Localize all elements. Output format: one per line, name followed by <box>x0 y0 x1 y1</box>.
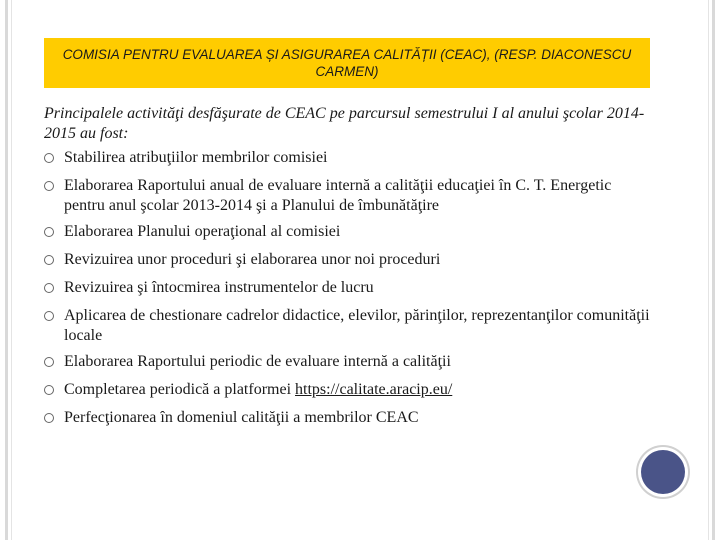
bullet-icon <box>44 181 54 191</box>
list-item-text: Stabilirea atribuţiilor membrilor comisiei <box>64 149 328 166</box>
list-item <box>44 380 654 400</box>
list-item <box>44 306 654 346</box>
list-item-text: Elaborarea Raportului periodic de evaluare internă a calităţii <box>64 353 451 370</box>
list-item-text: Revizuirea şi întocmirea instrumentelor de lucru <box>64 279 374 296</box>
list-item <box>44 222 654 242</box>
slide-body <box>44 104 654 436</box>
list-item <box>44 176 654 216</box>
bullet-icon <box>44 153 54 163</box>
bullet-icon <box>44 357 54 367</box>
bullet-icon <box>44 311 54 321</box>
list-item <box>44 408 654 428</box>
bullet-icon <box>44 283 54 293</box>
activities-list <box>44 148 654 428</box>
list-item-text: Elaborarea Raportului anual de evaluare internă a calităţii educaţiei în C. T. Energetic pentru anul şcolar 2013-2014 şi a Planului de îmbunătăţire <box>64 177 612 214</box>
list-item-text: Elaborarea Planului operaţional al comisiei <box>64 223 341 240</box>
left-frame-line <box>5 0 8 540</box>
right-frame-line <box>712 0 715 540</box>
platform-link[interactable]: https://calitate.aracip.eu/ <box>295 381 453 398</box>
slide-title: COMISIA PENTRU EVALUAREA ȘI ASIGURAREA CALITĂȚII (CEAC), (RESP. DIACONESCU CARMEN) <box>62 47 632 79</box>
list-item <box>44 250 654 270</box>
list-item <box>44 278 654 298</box>
right-frame-line-inner <box>708 0 709 540</box>
bullet-icon <box>44 227 54 237</box>
list-item-text: Perfecţionarea în domeniul calităţii a membrilor CEAC <box>64 409 419 426</box>
list-item-text: Aplicarea de chestionare cadrelor didactice, elevilor, părinţilor, reprezentanţilor comunităţii locale <box>64 307 650 344</box>
slide-title-banner <box>44 38 650 88</box>
intro-text: Principalele activităţi desfăşurate de CEAC pe parcursul semestrului I al anului şcolar 2014-2015 au fost: <box>44 105 645 142</box>
bullet-icon <box>44 385 54 395</box>
bullet-icon <box>44 255 54 265</box>
list-item <box>44 352 654 372</box>
decorative-circle <box>641 450 685 494</box>
list-item <box>44 148 654 168</box>
list-item-text: Revizuirea unor proceduri şi elaborarea unor noi proceduri <box>64 251 441 268</box>
platform-item-prefix: Completarea periodică a platformei <box>64 381 296 398</box>
left-frame-line-inner <box>11 0 12 540</box>
bullet-icon <box>44 413 54 423</box>
